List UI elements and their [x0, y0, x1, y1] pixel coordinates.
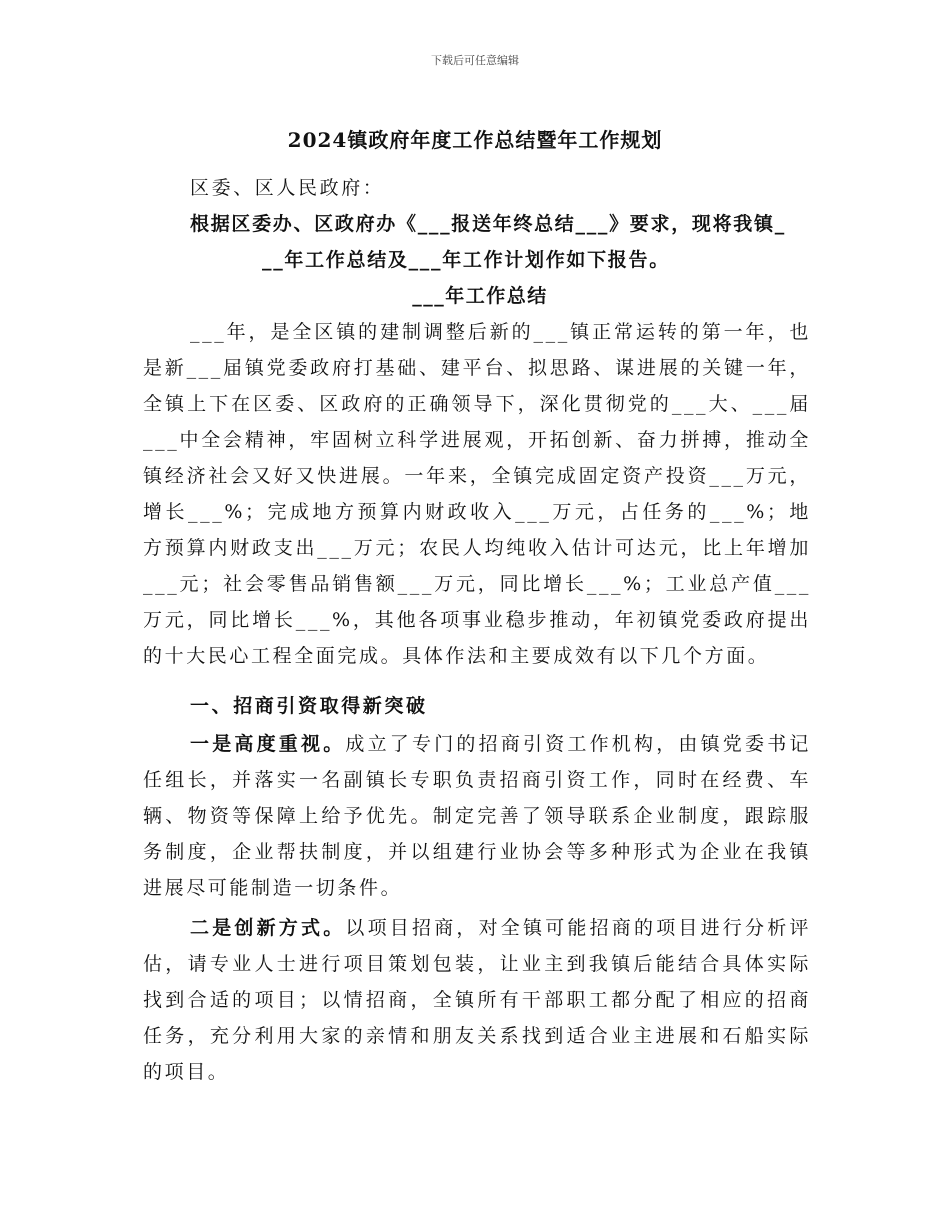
point-1-text: 成立了专门的招商引资工作机构，由镇党委书记任组长，并落实一名副镇长专职负责招商引资工作，同时在经费、车辆、物资等保障上给予优先。制定完善了领导联系企业制度，跟踪服务制度，企业帮扶制度，并以组建行业协会等多种形式为企业在我镇进展尽可能制造一切条件。 [143, 733, 811, 899]
point-2-lead: 二是创新方式。 [190, 917, 346, 939]
point-1-lead: 一是高度重视。 [190, 733, 346, 755]
summary-paragraph: ___年，是全区镇的建制调整后新的___镇正常运转的第一年，也是新___届镇党委政府打基础、建平台、拟思路、谋进展的关键一年，全镇上下在区委、区政府的正确领导下，深化贯彻党的___大、___届___中全会精神，牢固树立科学进展观，开拓创新、奋力拼搏，推动全镇经济社会又好又快进展。一年来，全镇完成固定资产投资___万元，增长___%；完成地方预算内财政收入___万元，占任务的___%；地方预算内财政支出___万元；农民人均纯收入估计可达元，比上年增加___元；社会零售品销售额___万元，同比增长___%；工业总产值___万元，同比增长___%，其他各项事业稳步推动，年初镇党委政府提出的十大民心工程全面完成。具体作法和主要成效有以下几个方面。 [143, 321, 811, 667]
intro-line-2: __年工作总结及___年工作计划作如下报告。 [262, 249, 670, 271]
page-header-note: 下载后可任意编辑 [431, 54, 519, 67]
section-heading-investment: 一、招商引资取得新突破 [190, 695, 428, 717]
summary-heading: ___年工作总结 [412, 285, 548, 307]
point-2-text: 以项目招商，对全镇可能招商的项目进行分析评估，请专业人士进行项目策划包装，让业主到我镇后能结合具体实际找到合适的项目；以情招商，全镇所有干部职工都分配了相应的招商任务，充分利用大家的亲情和朋友关系找到适合业主进展和石船实际的项目。 [143, 917, 811, 1083]
point-1-paragraph [143, 726, 811, 906]
point-2-paragraph [143, 910, 811, 1090]
salutation: 区委、区人民政府： [190, 177, 385, 199]
document-title: 2024镇政府年度工作总结暨年工作规划 [287, 128, 663, 152]
intro-line-1: 根据区委办、区政府办《___报送年终总结___》要求，现将我镇_ [190, 213, 786, 235]
